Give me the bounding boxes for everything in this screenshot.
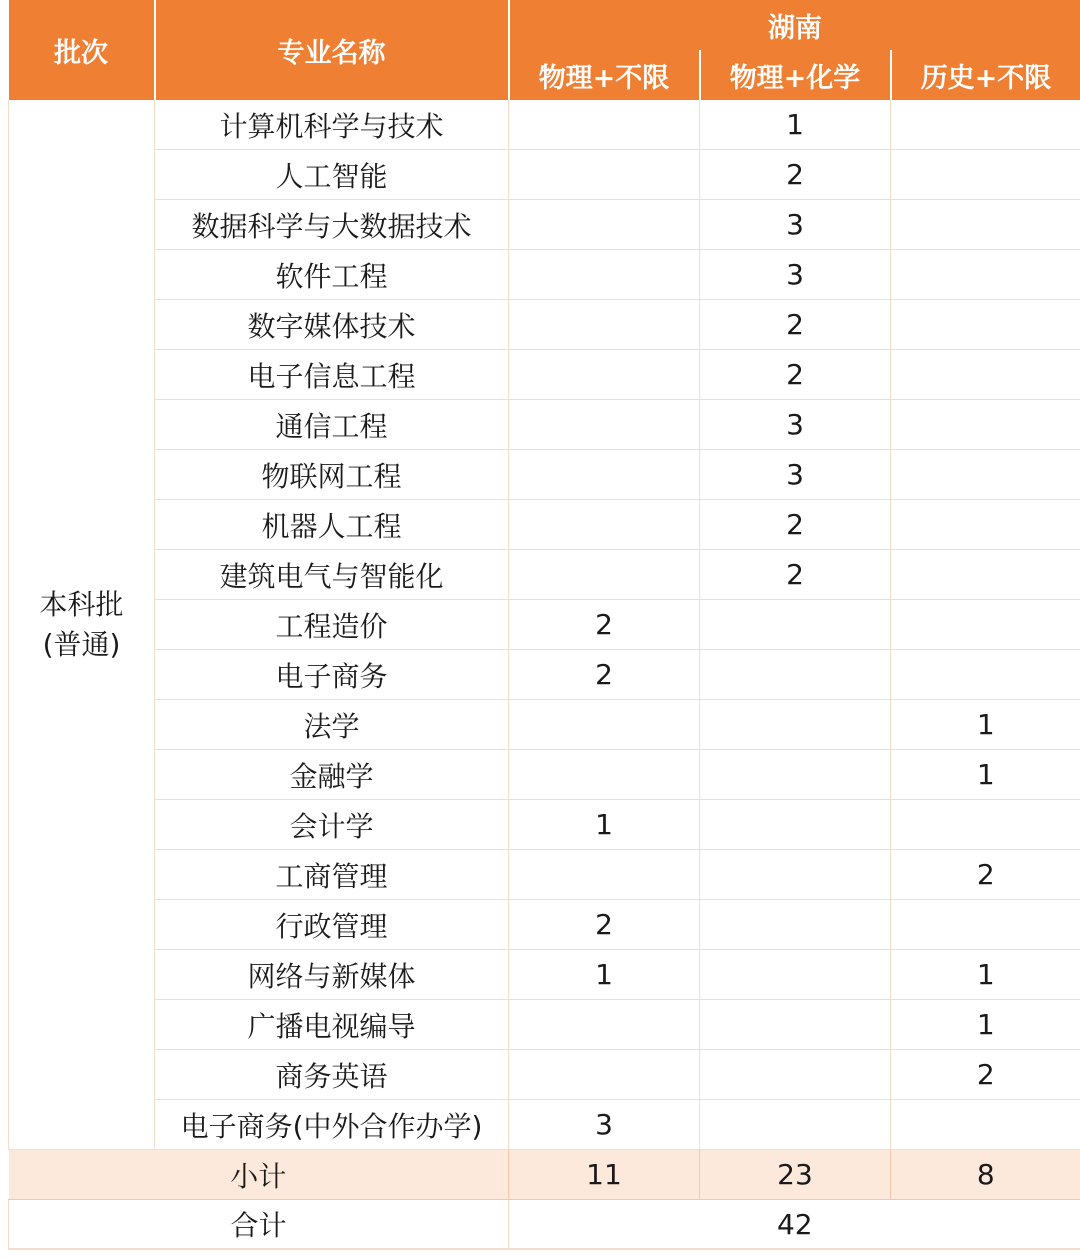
count-cell: 2 bbox=[700, 350, 891, 400]
count-cell: 1 bbox=[891, 950, 1080, 1000]
major-name: 数据科学与大数据技术 bbox=[155, 200, 509, 250]
count-cell: 3 bbox=[700, 250, 891, 300]
table-row bbox=[9, 900, 1080, 950]
count-cell bbox=[509, 450, 700, 500]
count-cell: 2 bbox=[700, 500, 891, 550]
major-name: 电子商务 bbox=[155, 650, 509, 700]
table-row bbox=[9, 750, 1080, 800]
batch-cell bbox=[9, 100, 155, 1150]
major-name: 物联网工程 bbox=[155, 450, 509, 500]
count-cell bbox=[891, 450, 1080, 500]
batch-name-line1: 本科批 bbox=[39, 587, 124, 621]
count-cell bbox=[700, 1000, 891, 1050]
count-cell: 2 bbox=[700, 550, 891, 600]
subtotal-c1: 11 bbox=[509, 1150, 700, 1200]
table-row bbox=[9, 350, 1080, 400]
subtotal-row bbox=[9, 1150, 1080, 1200]
table-row bbox=[9, 700, 1080, 750]
table-row bbox=[9, 100, 1080, 150]
count-cell bbox=[509, 100, 700, 150]
count-cell bbox=[509, 700, 700, 750]
count-cell bbox=[891, 550, 1080, 600]
count-cell bbox=[891, 500, 1080, 550]
count-cell bbox=[509, 850, 700, 900]
table-row bbox=[9, 550, 1080, 600]
count-cell: 2 bbox=[509, 650, 700, 700]
major-name: 电子信息工程 bbox=[155, 350, 509, 400]
major-name: 会计学 bbox=[155, 800, 509, 850]
count-cell: 1 bbox=[891, 700, 1080, 750]
enrollment-plan-table bbox=[8, 0, 1080, 1250]
count-cell bbox=[700, 900, 891, 950]
count-cell: 2 bbox=[509, 900, 700, 950]
count-cell bbox=[891, 900, 1080, 950]
major-name: 计算机科学与技术 bbox=[155, 100, 509, 150]
major-name: 工商管理 bbox=[155, 850, 509, 900]
major-name: 金融学 bbox=[155, 750, 509, 800]
count-cell bbox=[891, 400, 1080, 450]
count-cell bbox=[700, 1100, 891, 1150]
count-cell bbox=[891, 150, 1080, 200]
count-cell bbox=[700, 1050, 891, 1100]
header-subject-2: 物理+化学 bbox=[700, 50, 891, 100]
major-name: 通信工程 bbox=[155, 400, 509, 450]
major-name: 人工智能 bbox=[155, 150, 509, 200]
count-cell bbox=[509, 300, 700, 350]
count-cell: 2 bbox=[700, 300, 891, 350]
count-cell: 1 bbox=[509, 800, 700, 850]
major-name: 建筑电气与智能化 bbox=[155, 550, 509, 600]
count-cell bbox=[700, 950, 891, 1000]
major-name: 广播电视编导 bbox=[155, 1000, 509, 1050]
count-cell bbox=[891, 250, 1080, 300]
table-row bbox=[9, 1100, 1080, 1150]
count-cell bbox=[891, 350, 1080, 400]
count-cell bbox=[509, 1000, 700, 1050]
count-cell bbox=[700, 750, 891, 800]
major-name: 行政管理 bbox=[155, 900, 509, 950]
table-row bbox=[9, 200, 1080, 250]
table-row bbox=[9, 850, 1080, 900]
count-cell: 1 bbox=[509, 950, 700, 1000]
count-cell bbox=[891, 100, 1080, 150]
count-cell: 3 bbox=[700, 450, 891, 500]
table-row bbox=[9, 800, 1080, 850]
total-row bbox=[9, 1200, 1080, 1250]
subtotal-c2: 23 bbox=[700, 1150, 891, 1200]
total-value: 42 bbox=[509, 1200, 1080, 1250]
header-subject-1: 物理+不限 bbox=[509, 50, 700, 100]
count-cell: 3 bbox=[509, 1100, 700, 1150]
count-cell bbox=[509, 500, 700, 550]
total-label: 合计 bbox=[9, 1200, 509, 1250]
count-cell bbox=[509, 400, 700, 450]
count-cell bbox=[891, 650, 1080, 700]
major-name: 机器人工程 bbox=[155, 500, 509, 550]
count-cell bbox=[891, 600, 1080, 650]
count-cell bbox=[509, 150, 700, 200]
count-cell: 1 bbox=[891, 1000, 1080, 1050]
count-cell bbox=[509, 750, 700, 800]
count-cell bbox=[891, 800, 1080, 850]
major-name: 软件工程 bbox=[155, 250, 509, 300]
subtotal-label: 小计 bbox=[9, 1150, 509, 1200]
count-cell bbox=[509, 250, 700, 300]
count-cell bbox=[509, 350, 700, 400]
major-name: 电子商务(中外合作办学) bbox=[155, 1100, 509, 1150]
count-cell bbox=[700, 600, 891, 650]
table-row bbox=[9, 650, 1080, 700]
count-cell bbox=[509, 200, 700, 250]
table-row bbox=[9, 500, 1080, 550]
count-cell bbox=[509, 550, 700, 600]
major-name: 商务英语 bbox=[155, 1050, 509, 1100]
batch-name-line2: (普通) bbox=[42, 627, 121, 661]
major-name: 工程造价 bbox=[155, 600, 509, 650]
table-row bbox=[9, 950, 1080, 1000]
count-cell bbox=[509, 1050, 700, 1100]
count-cell: 2 bbox=[891, 1050, 1080, 1100]
count-cell bbox=[700, 650, 891, 700]
count-cell: 2 bbox=[509, 600, 700, 650]
count-cell: 2 bbox=[891, 850, 1080, 900]
table-row bbox=[9, 600, 1080, 650]
header-region: 湖南 bbox=[509, 0, 1080, 50]
count-cell: 3 bbox=[700, 400, 891, 450]
count-cell bbox=[700, 850, 891, 900]
table-row bbox=[9, 250, 1080, 300]
count-cell: 1 bbox=[891, 750, 1080, 800]
count-cell bbox=[891, 200, 1080, 250]
header-subject-3: 历史+不限 bbox=[891, 50, 1080, 100]
table-row bbox=[9, 450, 1080, 500]
header-batch: 批次 bbox=[9, 0, 155, 100]
count-cell: 1 bbox=[700, 100, 891, 150]
header-major: 专业名称 bbox=[155, 0, 509, 100]
major-name: 数字媒体技术 bbox=[155, 300, 509, 350]
count-cell bbox=[891, 1100, 1080, 1150]
subtotal-c3: 8 bbox=[891, 1150, 1080, 1200]
count-cell bbox=[700, 800, 891, 850]
count-cell bbox=[891, 300, 1080, 350]
table-row bbox=[9, 400, 1080, 450]
table-row bbox=[9, 1000, 1080, 1050]
table-row bbox=[9, 300, 1080, 350]
table-row bbox=[9, 150, 1080, 200]
count-cell bbox=[700, 700, 891, 750]
table-row bbox=[9, 1050, 1080, 1100]
major-name: 网络与新媒体 bbox=[155, 950, 509, 1000]
major-name: 法学 bbox=[155, 700, 509, 750]
count-cell: 3 bbox=[700, 200, 891, 250]
count-cell: 2 bbox=[700, 150, 891, 200]
